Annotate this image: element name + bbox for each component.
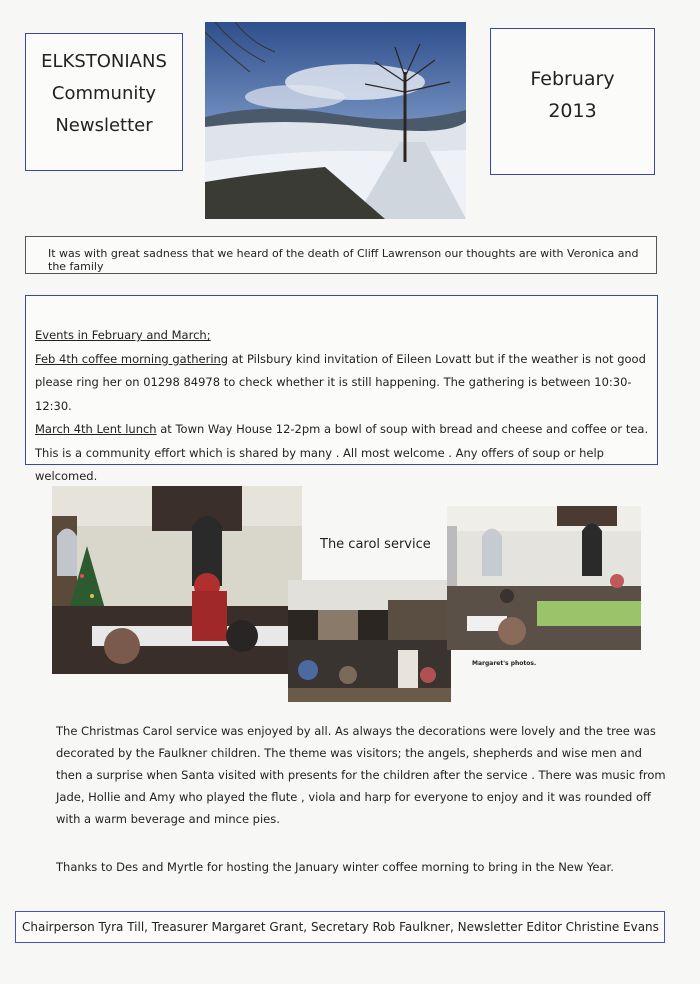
committee-footer: Chairperson Tyra Till, Treasurer Margaret Grant, Secretary Rob Faulkner, Newsletter Editor Christine Evans [15, 911, 665, 943]
title-line-3: Newsletter [55, 115, 153, 136]
thanks-note: Thanks to Des and Myrtle for hosting the January winter coffee morning to bring in the New Year. [56, 860, 614, 874]
issue-month: February [530, 68, 615, 90]
issue-date-box [490, 28, 655, 175]
newsletter-title-box [25, 33, 183, 171]
events-closing: This is a community effort which is shared by many . All most welcome . Any offers of soup or help welcomed. [35, 445, 604, 483]
event-lent-lunch-label: March 4th Lent lunch [35, 422, 157, 436]
events-box [25, 295, 658, 483]
carol-service-article: The Christmas Carol service was enjoyed by all. As always the decorations were lovely and the tree was decorated by the Faulkner children. The theme was visitors; the angels, shepherds and wise men and then a surprise when Santa visited with presents for the children after the service . There was music from Jade, Hollie and Amy who played the flute , viola and harp for everyone to enjoy and it was rounded off with a warm beverage and mince pies. [56, 724, 666, 826]
title-line-1: ELKSTONIANS [41, 51, 167, 72]
issue-year: 2013 [548, 100, 597, 122]
event-coffee-morning-text: at Pilsbury kind invitation of Eileen Lovatt but if the weather is not good please ring her on 01298 84978 to check whether it is still happening. The gathering is between 10:30-12:30. [35, 351, 646, 413]
condolence-notice: It was with great sadness that we heard of the death of Cliff Lawrenson our thoughts are with Veronica and the family [25, 236, 657, 274]
photo-caption: The carol service [320, 537, 431, 552]
carol-service-photo-1 [52, 486, 302, 674]
snowy-landscape-photo [205, 22, 466, 219]
carol-service-photo-3 [447, 506, 641, 650]
photo-credit: Margaret's photos. [472, 660, 537, 667]
events-heading: Events in February and March; [35, 328, 211, 342]
event-coffee-morning-label: Feb 4th coffee morning gathering [35, 351, 229, 366]
event-coffee-morning [35, 348, 657, 419]
event-lent-lunch [35, 418, 657, 442]
carol-service-photo-2 [288, 580, 451, 702]
title-line-2: Community [51, 83, 157, 104]
event-lent-lunch-text: at Town Way House 12-2pm a bowl of soup with bread and cheese and coffee or tea. [156, 422, 649, 436]
